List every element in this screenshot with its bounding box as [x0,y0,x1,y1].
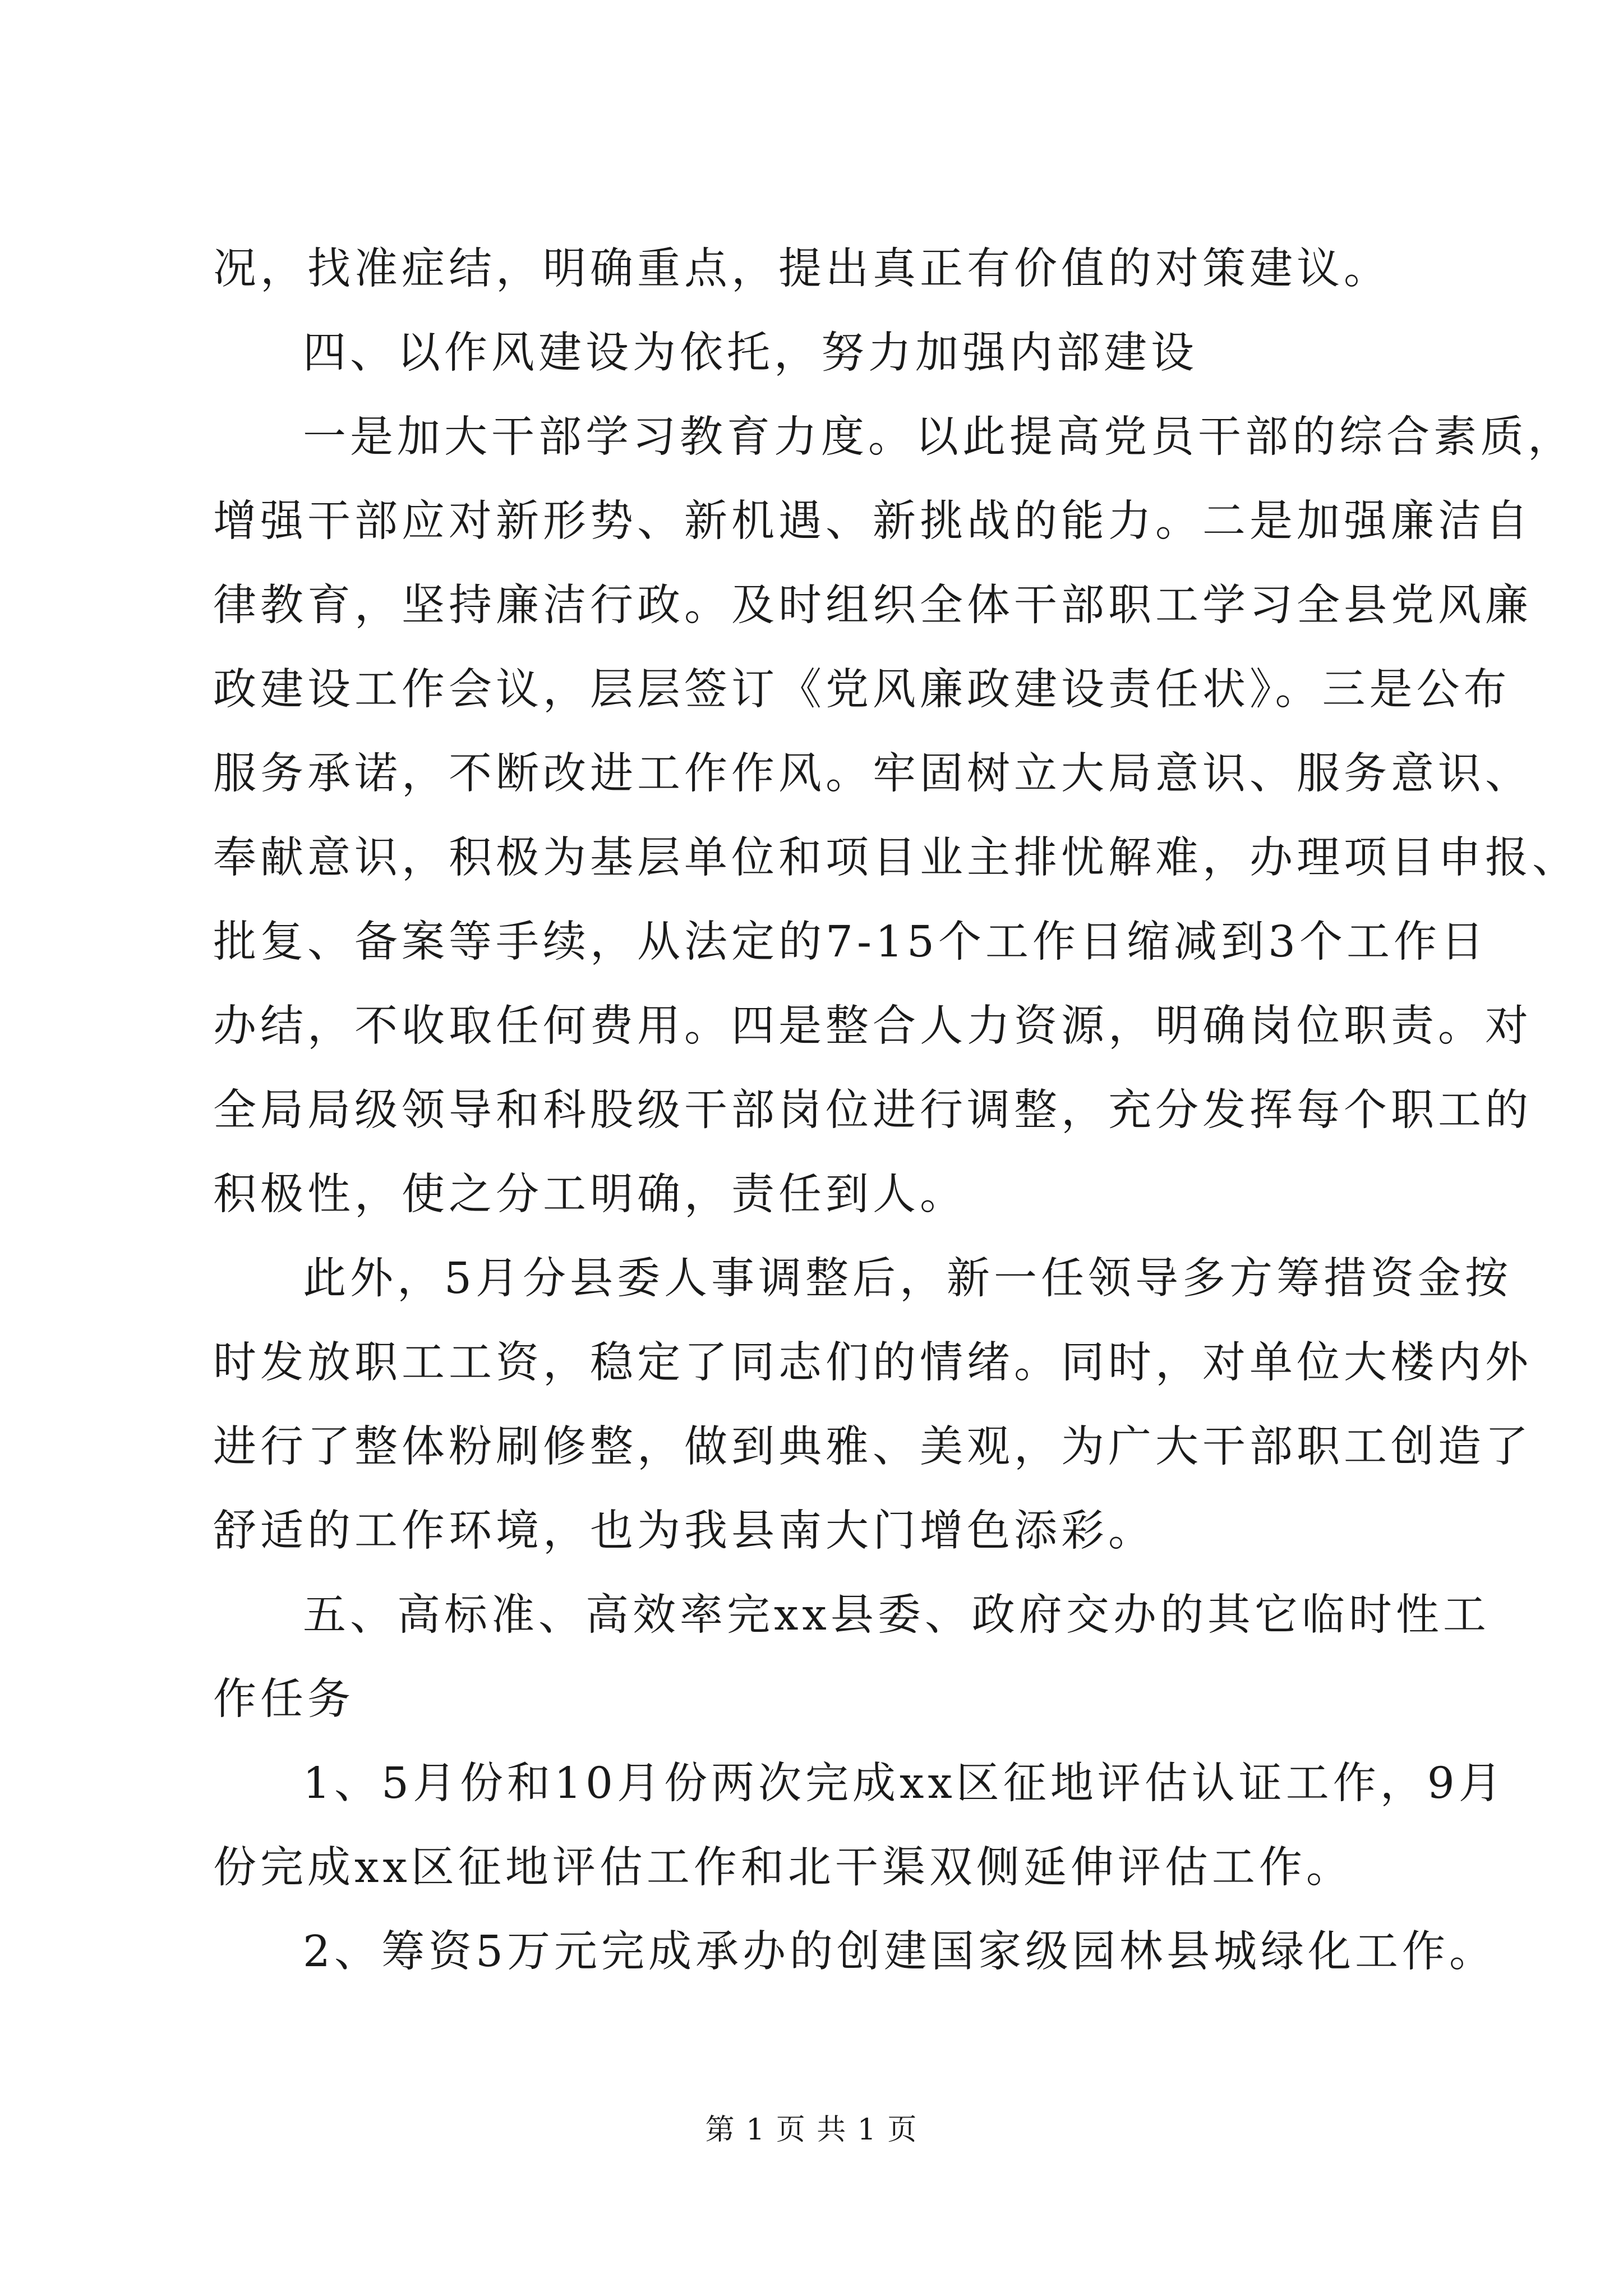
text-line-1: 况，找准症结，明确重点，提出真正有价值的对策建议。 [213,244,1391,294]
text-line-10: 办结，不收取任何费用。四是整合人力资源，明确岗位职责。对 [213,1001,1532,1051]
section-heading-5: 五、高标准、高效率完xx县委、政府交办的其它临时性工 [303,1590,1490,1640]
text-line-11: 全局局级领导和科股级干部岗位进行调整，充分发挥每个职工的 [213,1085,1532,1135]
text-line-16: 舒适的工作环境，也为我县南大门增色添彩。 [213,1506,1155,1556]
text-line-6: 政建设工作会议，层层签订《党风廉政建设责任状》。三是公布 [213,665,1511,715]
text-line-13: 此外，5月分县委人事调整后，新一任领导多方筹措资金按 [303,1254,1512,1304]
list-item-1-line-2: 份完成xx区征地评估工作和北干渠双侧延伸评估工作。 [213,1843,1353,1893]
text-line-18: 作任务 [213,1674,354,1724]
list-item-2: 2、筹资5万元完成承办的创建国家级园林县城绿化工作。 [303,1927,1496,1977]
text-line-7: 服务承诺，不断改进工作作风。牢固树立大局意识、服务意识、 [213,749,1532,799]
text-line-5: 律教育，坚持廉洁行政。及时组织全体干部职工学习全县党风廉 [213,581,1532,631]
text-line-8: 奉献意识，积极为基层单位和项目业主排忧解难，办理项目申报、 [213,833,1579,883]
page-footer: 第 1 页 共 1 页 [705,2113,918,2147]
section-heading-4: 四、以作风建设为依托，努力加强内部建设 [303,328,1198,378]
list-item-1-line-1: 1、5月份和10月份两次完成xx区征地评估认证工作，9月 [303,1759,1506,1809]
text-line-4: 增强干部应对新形势、新机遇、新挑战的能力。二是加强廉洁自 [213,496,1532,546]
text-line-9: 批复、备案等手续，从法定的7-15个工作日缩减到3个工作日 [213,917,1488,967]
text-line-15: 进行了整体粉刷修整，做到典雅、美观，为广大干部职工创造了 [213,1422,1532,1472]
text-line-14: 时发放职工工资，稳定了同志们的情绪。同时，对单位大楼内外 [213,1338,1532,1388]
text-line-12: 积极性，使之分工明确，责任到人。 [213,1170,967,1220]
text-line-3: 一是加大干部学习教育力度。以此提高党员干部的综合素质， [303,412,1575,462]
